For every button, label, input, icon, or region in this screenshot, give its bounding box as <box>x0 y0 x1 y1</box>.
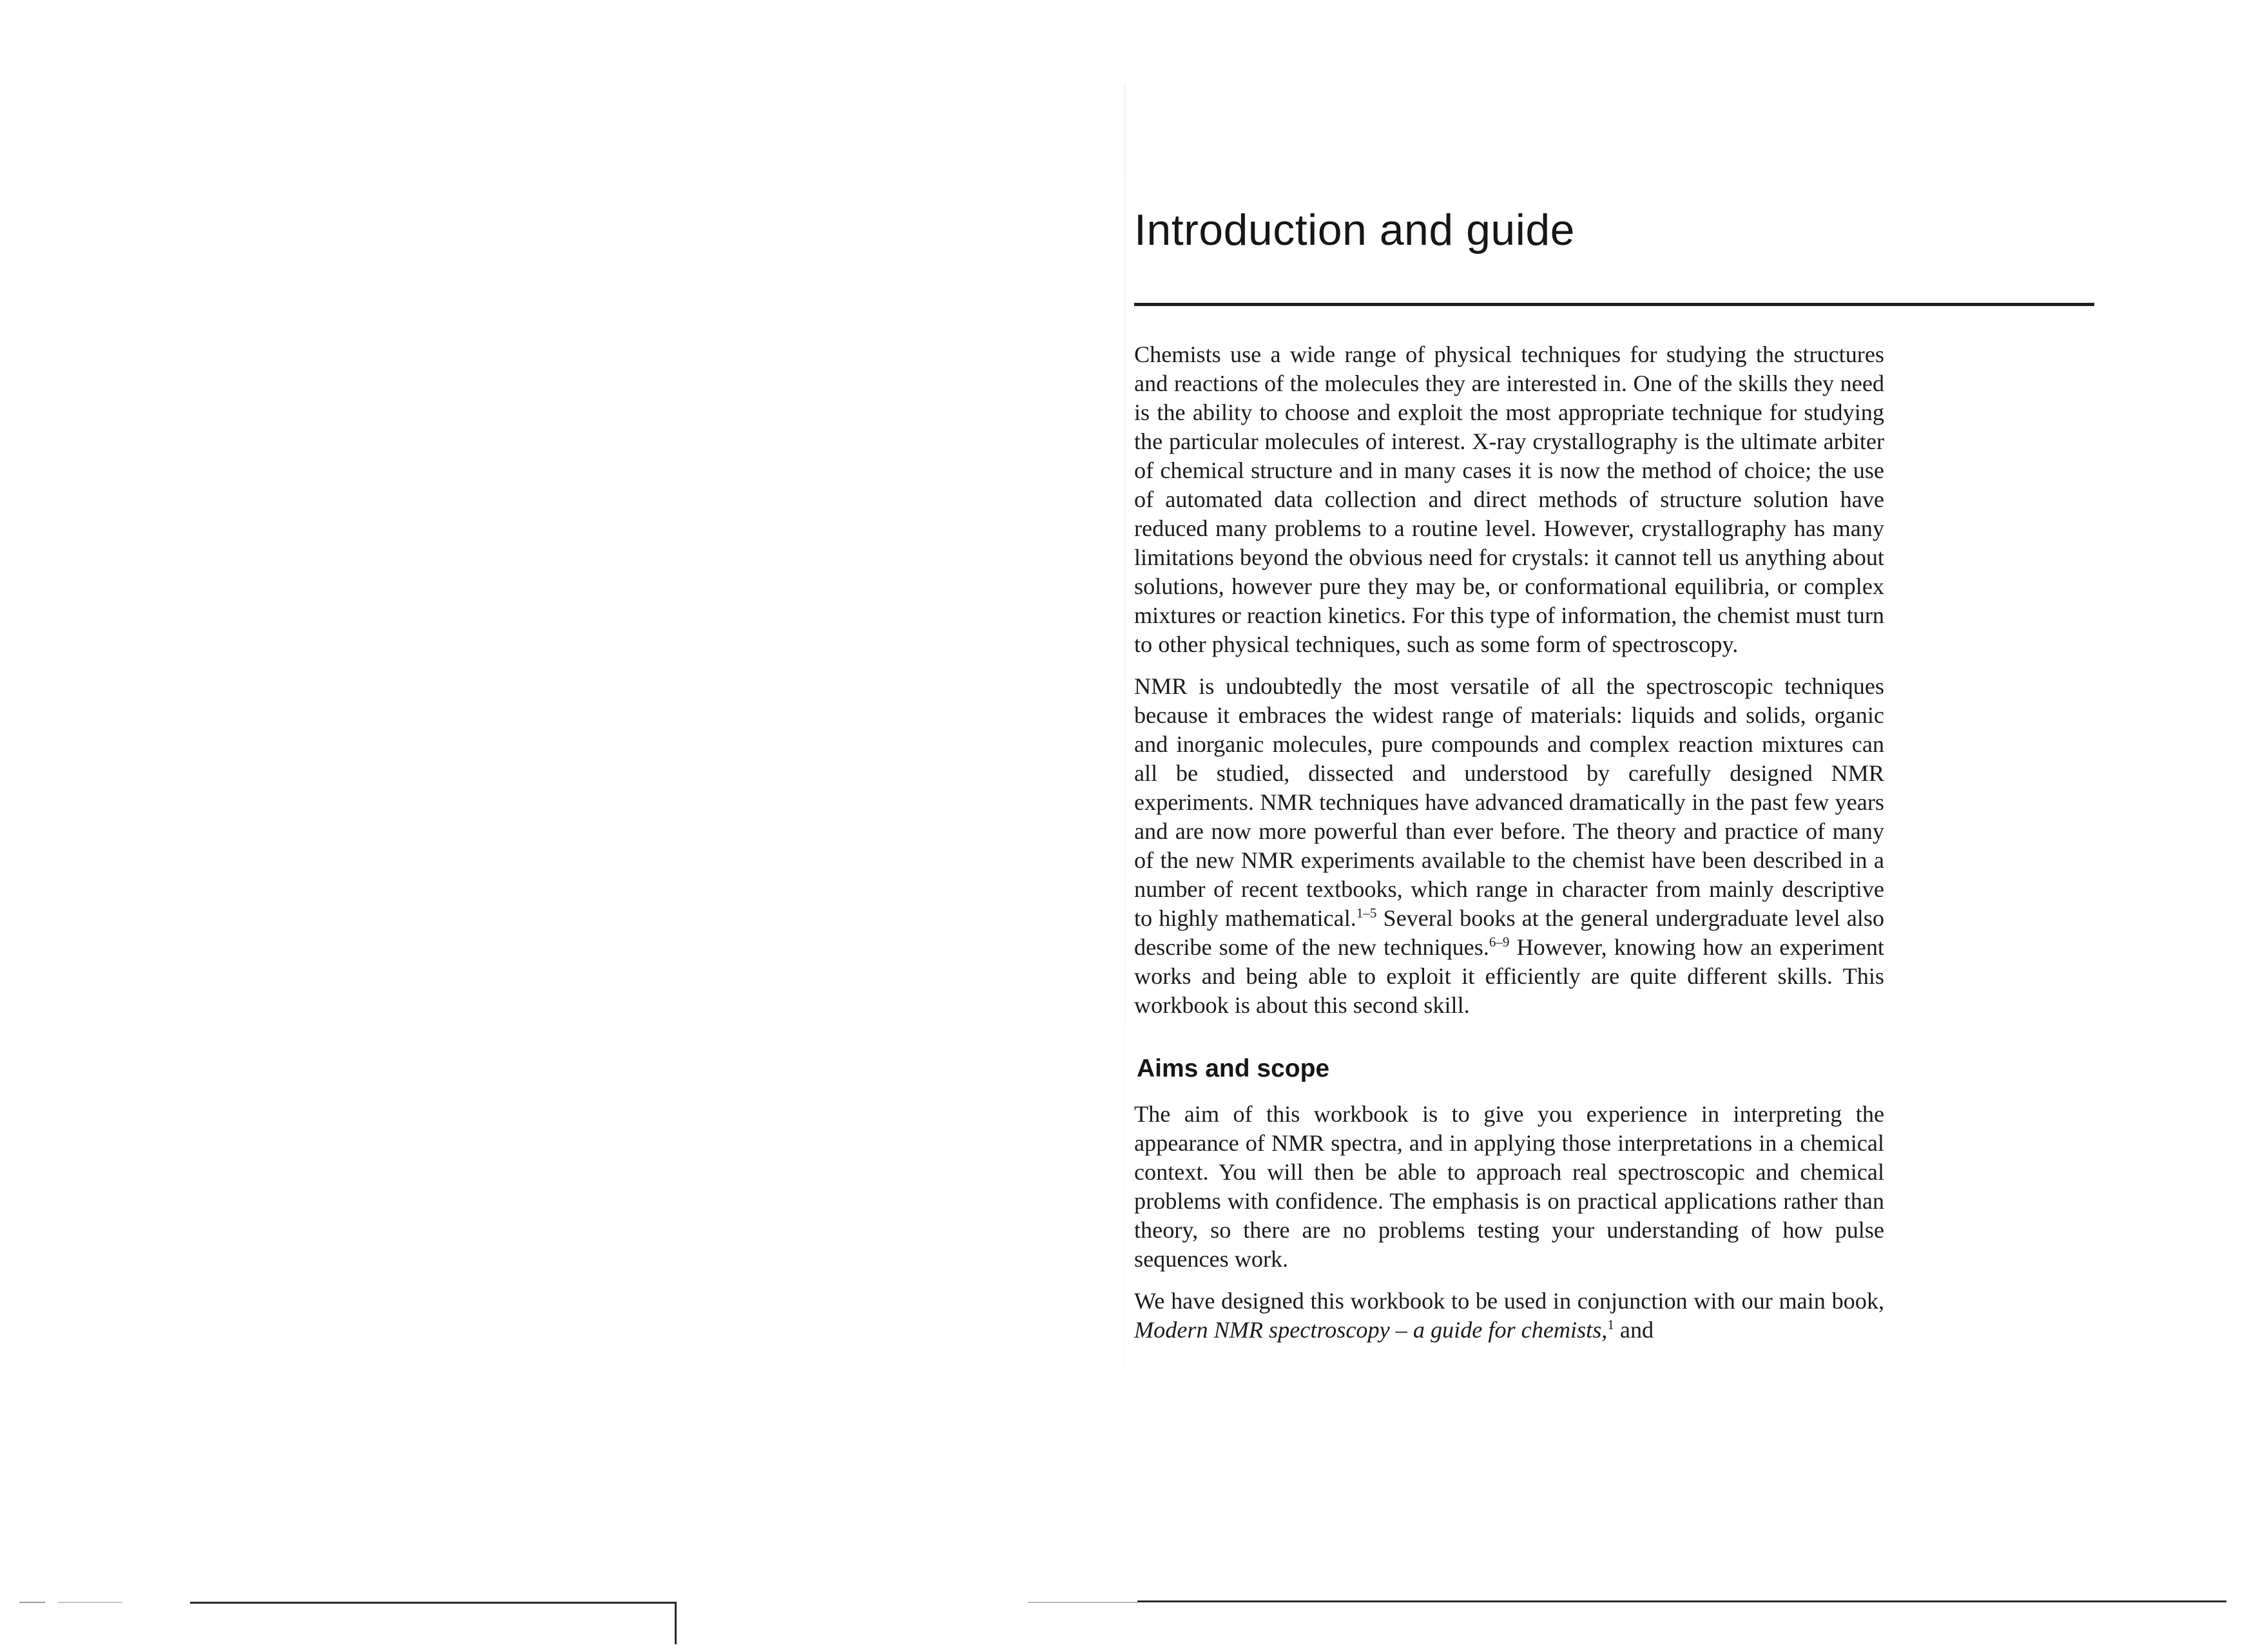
left-bottom-corner-mark <box>675 1602 677 1644</box>
section-heading-aims: Aims and scope <box>1137 1055 1330 1082</box>
intro-paragraph-2-text-a: NMR is undoubtedly the most versatile of all the spectroscopic techniques because it embraces the widest range of materials: liquids and solids, organic and inorganic molecules, pure compounds and complex reaction mixtures can all be studied, dissected and understood by carefully designed NMR experiments. NMR techniques have advanced dramatically in the past few years and are now more powerful than ever before. The theory and practice of many of the new NMR experiments available to the chemist have been described in a number of recent textbooks, which range in character from mainly descriptive to highly mathematical. <box>1134 673 1884 931</box>
aims-paragraph-2 <box>1134 1287 1884 1345</box>
left-bottom-rule <box>190 1602 677 1604</box>
intro-paragraph-2 <box>1134 672 1884 1020</box>
right-page <box>1134 0 2101 1652</box>
right-scan-edge <box>1028 1602 1137 1603</box>
aims-paragraph-2-text-a: We have designed this workbook to be used in conjunction with our main book, <box>1134 1288 1884 1314</box>
chapter-title: Introduction and guide <box>1134 206 1575 255</box>
right-bottom-rule <box>1137 1600 2226 1602</box>
reference-superscript-1: 1 <box>1607 1316 1614 1332</box>
reference-superscript-1-5: 1–5 <box>1356 905 1377 921</box>
book-title: Modern NMR spectroscopy – a guide for chemists, <box>1134 1317 1608 1343</box>
reference-superscript-6-9: 6–9 <box>1489 934 1510 950</box>
intro-paragraph-2-text-b: Several books at the general undergraduate level also describe some of the new techniques. <box>1134 905 1885 960</box>
aims-paragraph-2-text-b: and <box>1614 1317 1654 1343</box>
aims-paragraph-1: The aim of this workbook is to give you experience in interpreting the appearance of NMR spectra, and in applying those interpretations in a chemical context. You will then be able to approach real spectroscopic and chemical problems with confidence. The emphasis is on practical applications rather than theory, so there are no problems testing your understanding of how pulse sequences work. <box>1134 1101 1884 1272</box>
left-scan-edge-1 <box>19 1602 45 1603</box>
left-page-blank <box>0 0 1044 1652</box>
page-fold <box>1124 84 1125 1372</box>
body-text <box>1134 340 1884 1358</box>
intro-paragraph-2-text-c: However, knowing how an experiment works and being able to exploit it efficiently are quite different skills. This workbook is about this second skill. <box>1134 934 1884 1018</box>
intro-paragraph-1: Chemists use a wide range of physical techniques for studying the structures and reactions of the molecules they are interested in. One of the skills they need is the ability to choose and exploit the most appropriate technique for studying the particular molecules of interest. X-ray crystallography is the ultimate arbiter of chemical structure and in many cases it is now the method of choice; the use of automated data collection and direct methods of structure solution have reduced many problems to a routine level. However, crystallography has many limitations beyond the obvious need for crystals: it cannot tell us anything about solutions, however pure they may be, or conformational equilibria, or complex mixtures or reaction kinetics. For this type of information, the chemist must turn to other physical techniques, such as some form of spectroscopy. <box>1134 341 1884 657</box>
left-scan-edge-2 <box>58 1602 122 1603</box>
title-rule <box>1134 303 2094 306</box>
